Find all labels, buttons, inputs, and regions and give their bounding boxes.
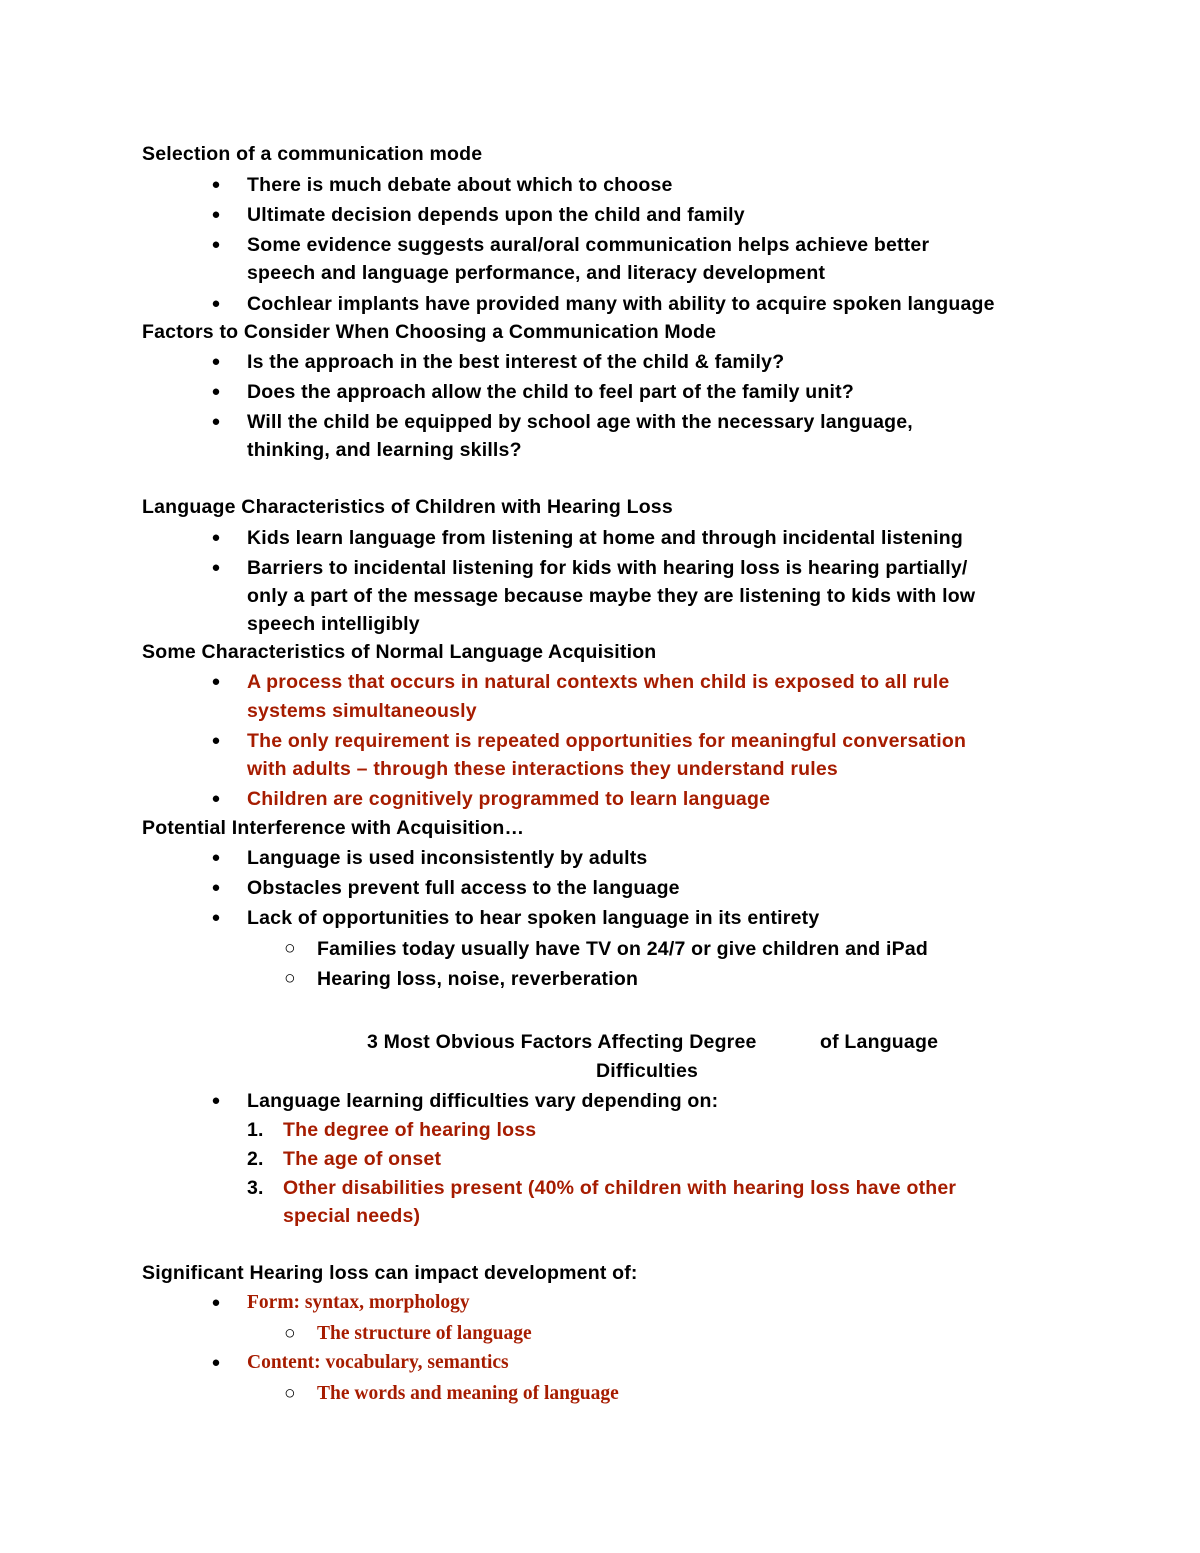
bullet-disc-icon: ● [211, 559, 221, 576]
bullet-disc-icon: ● [211, 849, 221, 866]
bullet-disc-icon: ● [211, 673, 221, 690]
centered-title-part1: 3 Most Obvious Factors Affecting Degree [367, 1031, 757, 1053]
bullet-disc-icon: ● [211, 909, 221, 926]
bullet-disc-icon: ● [211, 790, 221, 807]
list-item: There is much debate about which to choose [247, 174, 673, 196]
centered-title-line2: Difficulties [596, 1060, 699, 1082]
list-item: Language is used inconsistently by adults [247, 847, 648, 869]
list-number: 2. [247, 1148, 264, 1170]
centered-title-part2: of Language [820, 1031, 939, 1053]
heading-normal-acquisition: Some Characteristics of Normal Language Acquisition [142, 641, 657, 663]
list-item-continuation: only a part of the message because maybe they are listening to kids with low [247, 585, 976, 607]
list-item-continuation: systems simultaneously [247, 700, 477, 722]
heading-significant-hearing-loss: Significant Hearing loss can impact development of: [142, 1262, 638, 1284]
list-item: Barriers to incidental listening for kids with hearing loss is hearing partially/ [247, 557, 968, 579]
bullet-disc-icon: ● [211, 1354, 221, 1371]
bullet-circle-icon: ○ [284, 938, 296, 959]
heading-potential-interference: Potential Interference with Acquisition… [142, 817, 525, 839]
bullet-disc-icon: ● [211, 529, 221, 546]
bullet-disc-icon: ● [211, 236, 221, 253]
bullet-disc-icon: ● [211, 383, 221, 400]
list-item-continuation: speech intelligibly [247, 613, 420, 635]
list-item-highlight: Content: vocabulary, semantics [247, 1352, 509, 1373]
sub-list-item-highlight: The words and meaning of language [317, 1383, 619, 1404]
list-item: Language learning difficulties vary depending on: [247, 1090, 719, 1112]
sub-list-item: Families today usually have TV on 24/7 or give children and iPad [317, 938, 928, 960]
list-item: Is the approach in the best interest of the child & family? [247, 351, 785, 373]
list-item: Lack of opportunities to hear spoken language in its entirety [247, 907, 820, 929]
list-item-highlight: Form: syntax, morphology [247, 1292, 470, 1313]
list-item: Kids learn language from listening at home and through incidental listening [247, 527, 963, 549]
bullet-circle-icon: ○ [284, 1383, 296, 1404]
list-item-highlight: The only requirement is repeated opportunities for meaningful conversation [247, 730, 967, 752]
bullet-disc-icon: ● [211, 1092, 221, 1109]
bullet-disc-icon: ● [211, 206, 221, 223]
list-item-continuation: with adults – through these interactions they understand rules [247, 758, 838, 780]
list-item-continuation: speech and language performance, and literacy development [247, 262, 826, 284]
bullet-disc-icon: ● [211, 353, 221, 370]
heading-language-characteristics: Language Characteristics of Children with Hearing Loss [142, 496, 673, 518]
bullet-disc-icon: ● [211, 732, 221, 749]
list-item: Ultimate decision depends upon the child and family [247, 204, 745, 226]
sub-list-item-highlight: The structure of language [317, 1323, 532, 1344]
heading-factors-to-consider: Factors to Consider When Choosing a Communication Mode [142, 321, 717, 343]
bullet-circle-icon: ○ [284, 1323, 296, 1344]
list-item: Obstacles prevent full access to the language [247, 877, 680, 899]
bullet-disc-icon: ● [211, 879, 221, 896]
bullet-disc-icon: ● [211, 1294, 221, 1311]
list-item-highlight: Children are cognitively programmed to learn language [247, 788, 771, 810]
list-number: 1. [247, 1119, 264, 1141]
bullet-disc-icon: ● [211, 176, 221, 193]
bullet-disc-icon: ● [211, 413, 221, 430]
bullet-circle-icon: ○ [284, 968, 296, 989]
list-number: 3. [247, 1177, 264, 1199]
numbered-item: The degree of hearing loss [283, 1119, 537, 1141]
heading-selection-mode: Selection of a communication mode [142, 143, 483, 165]
sub-list-item: Hearing loss, noise, reverberation [317, 968, 639, 990]
list-item-continuation: thinking, and learning skills? [247, 439, 522, 461]
numbered-item: Other disabilities present (40% of children with hearing loss have other [283, 1177, 957, 1199]
list-item: Cochlear implants have provided many with ability to acquire spoken language [247, 293, 995, 315]
list-item: Does the approach allow the child to feel part of the family unit? [247, 381, 854, 403]
bullet-disc-icon: ● [211, 295, 221, 312]
list-item: Some evidence suggests aural/oral communication helps achieve better [247, 234, 930, 256]
list-item-highlight: A process that occurs in natural contexts when child is exposed to all rule [247, 671, 950, 693]
list-item: Will the child be equipped by school age with the necessary language, [247, 411, 913, 433]
numbered-item-continuation: special needs) [283, 1205, 421, 1227]
numbered-item: The age of onset [283, 1148, 442, 1170]
